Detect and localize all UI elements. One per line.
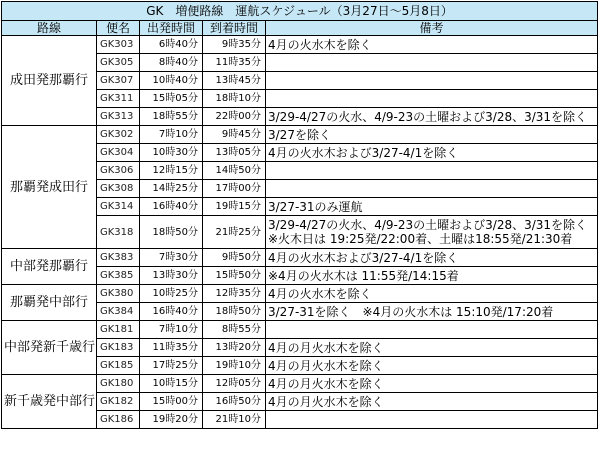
note-line: ※4月の火水木は 11:55発/14:15着 — [268, 268, 459, 283]
flight-number-cell: GK304 — [97, 144, 140, 162]
flight-number-cell: GK307 — [97, 72, 140, 90]
flight-number-cell: GK302 — [97, 126, 140, 144]
note-line: 3/27-31を除く ※4月の火水木は 15:10発/17:20着 — [268, 304, 554, 319]
notes-cell — [266, 90, 598, 108]
route-cell: 新千歳発中部行 — [2, 375, 97, 429]
note-line: 3/29-4/27の火水、4/9-23の土曜および3/28、3/31を除く — [268, 218, 588, 232]
notes-cell — [266, 144, 598, 162]
departure-time-cell: 10時15分 — [140, 375, 203, 393]
departure-time-cell: 14時25分 — [140, 180, 203, 198]
flight-number-cell: GK385 — [97, 267, 140, 285]
departure-time-cell: 10時40分 — [140, 72, 203, 90]
table-row — [2, 375, 598, 393]
notes-cell — [266, 72, 598, 90]
flight-number-cell: GK308 — [97, 180, 140, 198]
arrival-time-cell: 14時50分 — [203, 162, 266, 180]
arrival-time-cell: 19時10分 — [203, 357, 266, 375]
notes-cell — [266, 36, 598, 54]
header-notes: 備考 — [266, 21, 598, 36]
flight-number-cell: GK313 — [97, 108, 140, 126]
note-line: 4月の火水木および3/27-4/1を除く — [268, 145, 459, 160]
notes-cell — [266, 126, 598, 144]
arrival-time-cell: 18時50分 — [203, 303, 266, 321]
arrival-time-cell: 8時55分 — [203, 321, 266, 339]
note-line: 4月の火水木を除く — [268, 37, 372, 52]
departure-time-cell: 15時05分 — [140, 90, 203, 108]
arrival-time-cell: 9時50分 — [203, 249, 266, 267]
arrival-time-cell: 16時50分 — [203, 393, 266, 411]
notes-cell — [266, 108, 598, 126]
arrival-time-cell: 11時35分 — [203, 54, 266, 72]
notes-cell — [266, 198, 598, 216]
arrival-time-cell: 21時10分 — [203, 411, 266, 429]
note-line: 3/27を除く — [268, 127, 331, 142]
schedule-sheet — [1, 1, 597, 465]
table-row — [2, 36, 598, 54]
notes-cell — [266, 162, 598, 180]
arrival-time-cell: 22時00分 — [203, 108, 266, 126]
departure-time-cell: 16時40分 — [140, 198, 203, 216]
flight-number-cell: GK305 — [97, 54, 140, 72]
departure-time-cell: 15時00分 — [140, 393, 203, 411]
departure-time-cell: 10時25分 — [140, 285, 203, 303]
schedule-table — [1, 1, 598, 429]
route-cell: 成田発那覇行 — [2, 36, 97, 126]
flight-number-cell: GK380 — [97, 285, 140, 303]
arrival-time-cell: 21時25分 — [203, 216, 266, 249]
notes-cell — [266, 375, 598, 393]
arrival-time-cell: 17時00分 — [203, 180, 266, 198]
note-line: 4月の月火水木を除く — [268, 340, 384, 355]
notes-cell — [266, 180, 598, 198]
route-cell: 那覇発中部行 — [2, 285, 97, 321]
departure-time-cell: 7時30分 — [140, 249, 203, 267]
table-row — [2, 285, 598, 303]
title-row — [2, 2, 598, 21]
flight-number-cell: GK185 — [97, 357, 140, 375]
notes-cell — [266, 267, 598, 285]
departure-time-cell: 19時20分 — [140, 411, 203, 429]
header-departure: 出発時間 — [140, 21, 203, 36]
departure-time-cell: 12時15分 — [140, 162, 203, 180]
note-line: ※火木日は 19:25発/22:00着、土曜は18:55発/21:30着 — [268, 232, 573, 246]
notes-cell — [266, 285, 598, 303]
table-title: GK 増便路線 運航スケジュール（3月27日～5月8日） — [2, 2, 598, 21]
arrival-time-cell: 9時35分 — [203, 36, 266, 54]
note-line: 3/29-4/27の火水、4/9-23の土曜および3/28、3/31を除く — [268, 109, 588, 124]
note-line: 4月の月火水木を除く — [268, 358, 384, 373]
flight-number-cell: GK383 — [97, 249, 140, 267]
header-route: 路線 — [2, 21, 97, 36]
notes-cell — [266, 411, 598, 429]
flight-number-cell: GK180 — [97, 375, 140, 393]
arrival-time-cell: 19時15分 — [203, 198, 266, 216]
departure-time-cell: 13時30分 — [140, 267, 203, 285]
notes-cell — [266, 303, 598, 321]
flight-number-cell: GK318 — [97, 216, 140, 249]
departure-time-cell: 18時55分 — [140, 108, 203, 126]
flight-number-cell: GK384 — [97, 303, 140, 321]
flight-number-cell: GK306 — [97, 162, 140, 180]
flight-number-cell: GK303 — [97, 36, 140, 54]
departure-time-cell: 16時40分 — [140, 303, 203, 321]
notes-cell — [266, 357, 598, 375]
flight-number-cell: GK181 — [97, 321, 140, 339]
notes-cell — [266, 393, 598, 411]
flight-number-cell: GK314 — [97, 198, 140, 216]
arrival-time-cell: 12時05分 — [203, 375, 266, 393]
departure-time-cell: 11時35分 — [140, 339, 203, 357]
note-line: 4月の火水木および3/27-4/1を除く — [268, 250, 459, 265]
flight-number-cell: GK182 — [97, 393, 140, 411]
notes-cell — [266, 249, 598, 267]
notes-cell — [266, 216, 598, 249]
departure-time-cell: 8時40分 — [140, 54, 203, 72]
notes-cell — [266, 339, 598, 357]
departure-time-cell: 6時40分 — [140, 36, 203, 54]
header-flight: 便名 — [97, 21, 140, 36]
arrival-time-cell: 15時50分 — [203, 267, 266, 285]
note-line: 4月の火水木を除く — [268, 286, 372, 301]
route-cell: 中部発新千歳行 — [2, 321, 97, 375]
departure-time-cell: 10時30分 — [140, 144, 203, 162]
arrival-time-cell: 13時45分 — [203, 72, 266, 90]
note-line: 4月の月火水木を除く — [268, 376, 384, 391]
table-row — [2, 321, 598, 339]
flight-number-cell: GK186 — [97, 411, 140, 429]
arrival-time-cell: 9時45分 — [203, 126, 266, 144]
arrival-time-cell: 13時05分 — [203, 144, 266, 162]
notes-cell — [266, 321, 598, 339]
departure-time-cell: 18時50分 — [140, 216, 203, 249]
departure-time-cell: 17時25分 — [140, 357, 203, 375]
header-arrival: 到着時間 — [203, 21, 266, 36]
arrival-time-cell: 12時35分 — [203, 285, 266, 303]
route-cell: 那覇発成田行 — [2, 126, 97, 249]
departure-time-cell: 7時10分 — [140, 321, 203, 339]
table-row — [2, 249, 598, 267]
notes-cell — [266, 54, 598, 72]
arrival-time-cell: 13時20分 — [203, 339, 266, 357]
route-cell: 中部発那覇行 — [2, 249, 97, 285]
flight-number-cell: GK183 — [97, 339, 140, 357]
table-row — [2, 126, 598, 144]
departure-time-cell: 7時10分 — [140, 126, 203, 144]
note-line: 4月の月火水木を除く — [268, 394, 384, 409]
header-row — [2, 21, 598, 36]
note-line: 3/27-31のみ運航 — [268, 199, 363, 214]
flight-number-cell: GK311 — [97, 90, 140, 108]
arrival-time-cell: 18時10分 — [203, 90, 266, 108]
